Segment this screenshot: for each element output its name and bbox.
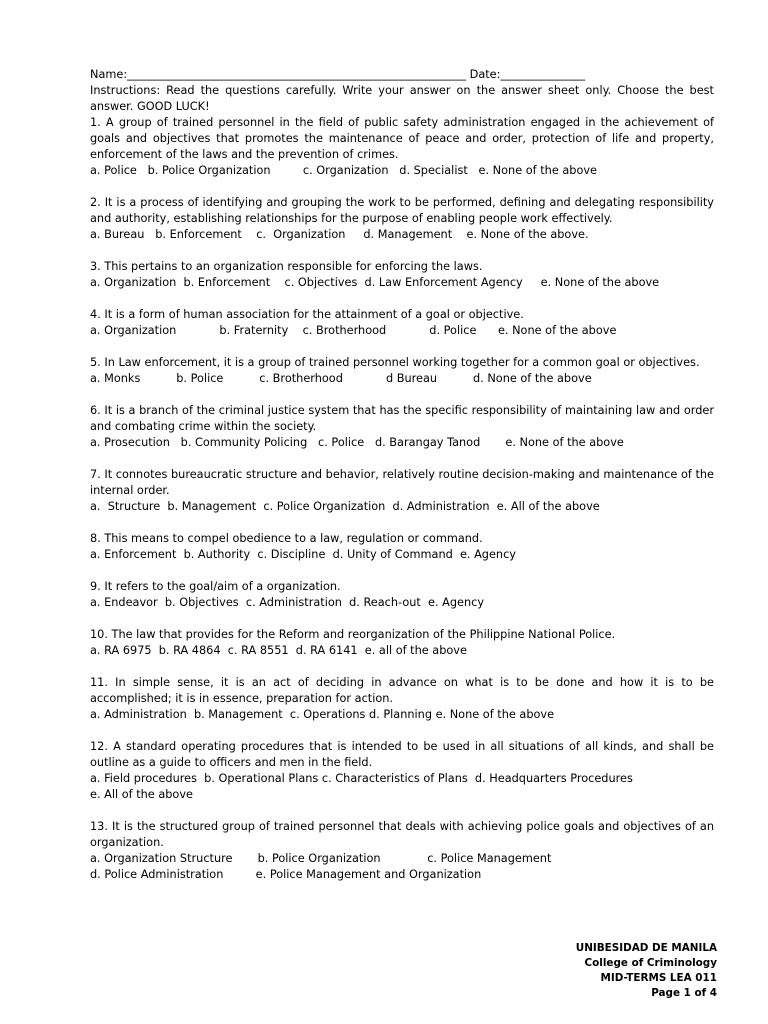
answer-options: a. Police b. Police Organization c. Organization d. Specialist e. None of the above <box>90 164 597 177</box>
question-gap <box>90 291 714 307</box>
answer-options: a. Administration b. Management c. Operations d. Planning e. None of the above <box>90 708 555 721</box>
question-gap <box>90 659 714 675</box>
question-item <box>90 675 714 723</box>
question-stem: 7. It connotes bureaucratic structure and behavior, relatively routine decision-making and maintenance of the internal order. <box>90 468 714 497</box>
question-stem: 9. It refers to the goal/aim of a organization. <box>90 580 341 593</box>
question-item <box>90 627 714 659</box>
question-item <box>90 307 714 339</box>
question-stem: 3. This pertains to an organization responsible for enforcing the laws. <box>90 260 483 273</box>
question-item <box>90 579 714 611</box>
question-gap <box>90 563 714 579</box>
question-gap <box>90 803 714 819</box>
question-item <box>90 355 714 387</box>
instructions: Instructions: Read the questions carefully. Write your answer on the answer sheet only. Choose the best answer. GOOD LUCK! <box>90 84 714 113</box>
question-gap <box>90 611 714 627</box>
question-gap <box>90 179 714 195</box>
exam-title: MID-TERMS LEA 011 <box>600 972 717 984</box>
question-list <box>90 115 714 883</box>
answer-options: a. Organization b. Enforcement c. Objectives d. Law Enforcement Agency e. None of the above <box>90 276 660 289</box>
question-stem: 13. It is the structured group of trained personnel that deals with achieving police goals and objectives of an organization. <box>90 820 714 849</box>
school-name: UNIBESIDAD DE MANILA <box>575 942 717 954</box>
question-gap <box>90 723 714 739</box>
question-item <box>90 819 714 883</box>
college-name: College of Criminology <box>584 957 717 969</box>
answer-options: a. Field procedures b. Operational Plans c. Characteristics of Plans d. Headquarters Procedures <box>90 772 633 785</box>
footer-block <box>576 941 717 1001</box>
question-item <box>90 739 714 803</box>
answer-options: a. Prosecution b. Community Policing c. Police d. Barangay Tanod e. None of the above <box>90 436 624 449</box>
question-item <box>90 115 714 179</box>
question-stem: 8. This means to compel obedience to a law, regulation or command. <box>90 532 483 545</box>
question-stem: 11. In simple sense, it is an act of deciding in advance on what is to be done and how it is to be accomplished; it is in essence, preparation for action. <box>90 676 714 705</box>
exam-body <box>90 67 714 883</box>
question-stem: 10. The law that provides for the Reform and reorganization of the Philippine National Police. <box>90 628 616 641</box>
question-gap <box>90 243 714 259</box>
answer-options: a. Enforcement b. Authority c. Discipline d. Unity of Command e. Agency <box>90 548 516 561</box>
question-gap <box>90 339 714 355</box>
answer-options: e. All of the above <box>90 788 193 801</box>
question-item <box>90 195 714 243</box>
question-stem: 6. It is a branch of the criminal justice system that has the specific responsibility of maintaining law and order and combating crime within the society. <box>90 404 714 433</box>
question-item <box>90 259 714 291</box>
question-stem: 1. A group of trained personnel in the field of public safety administration engaged in the achievement of goals and objectives that promotes the maintenance of peace and order, protection of life and property, enforcement of the laws and the prevention of crimes. <box>90 116 714 161</box>
answer-options: d. Police Administration e. Police Management and Organization <box>90 868 482 881</box>
answer-options: a. Organization Structure b. Police Organization c. Police Management <box>90 852 552 865</box>
question-stem: 12. A standard operating procedures that is intended to be used in all situations of all kinds, and shall be outline as a guide to officers and men in the field. <box>90 740 714 769</box>
answer-options: a. RA 6975 b. RA 4864 c. RA 8551 d. RA 6141 e. all of the above <box>90 644 467 657</box>
question-item <box>90 467 714 515</box>
answer-options: a. Bureau b. Enforcement c. Organization d. Management e. None of the above. <box>90 228 589 241</box>
question-item <box>90 403 714 451</box>
answer-options: a. Organization b. Fraternity c. Brotherhood d. Police e. None of the above <box>90 324 617 337</box>
name-date-line: Name:____________________________________________________________ Date:_______________ <box>90 68 586 81</box>
answer-options: a. Monks b. Police c. Brotherhood d Bureau d. None of the above <box>90 372 592 385</box>
answer-options: a. Structure b. Management c. Police Organization d. Administration e. All of the above <box>90 500 600 513</box>
answer-options: a. Endeavor b. Objectives c. Administration d. Reach-out e. Agency <box>90 596 485 609</box>
question-stem: 2. It is a process of identifying and grouping the work to be performed, defining and delegating responsibility and authority, establishing relationships for the purpose of enabling people work effectively. <box>90 196 714 225</box>
page-number: Page 1 of 4 <box>651 987 717 999</box>
question-gap <box>90 387 714 403</box>
question-gap <box>90 451 714 467</box>
question-item <box>90 531 714 563</box>
question-stem: 5. In Law enforcement, it is a group of trained personnel working together for a common goal or objectives. <box>90 356 700 369</box>
question-gap <box>90 515 714 531</box>
question-stem: 4. It is a form of human association for the attainment of a goal or objective. <box>90 308 524 321</box>
